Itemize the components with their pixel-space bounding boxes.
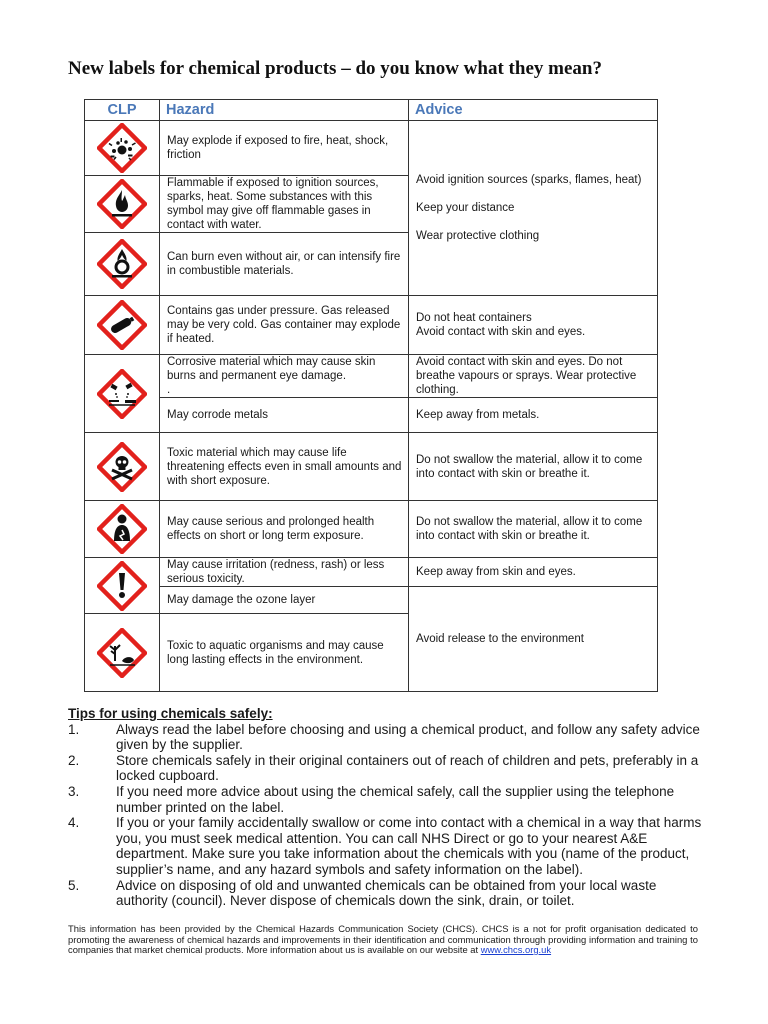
list-item (68, 784, 708, 815)
advice-cell-gas (409, 296, 658, 355)
hazard-cell: May cause irritation (redness, rash) or less serious toxicity. (160, 558, 409, 587)
list-item (68, 753, 708, 784)
advice-cell: Do not swallow the material, allow it to come into contact with skin or breathe it. (409, 501, 658, 558)
list-number: 5. (68, 877, 80, 893)
advice-cell: Keep away from skin and eyes. (409, 558, 658, 587)
website-link[interactable]: www.chcs.org.uk (480, 944, 552, 955)
toxic-skull-pictogram-icon (85, 433, 160, 501)
footer-note (68, 924, 698, 956)
hazard-cell: May corrode metals (160, 398, 409, 433)
hazard-cell: Flammable if exposed to ignition sources, sparks, heat. Some substances with this symbol may give off flammable gases in contact with water. (160, 176, 409, 233)
table-row (85, 433, 658, 501)
hazard-cell: Toxic to aquatic organisms and may cause long lasting effects in the environment. (160, 614, 409, 692)
environment-pictogram-icon (85, 614, 160, 692)
hazard-cell: Contains gas under pressure. Gas released may be very cold. Gas container may explode if heated. (160, 296, 409, 355)
health-hazard-pictogram-icon (85, 501, 160, 558)
table-row (85, 355, 658, 398)
advice-line: Wear protective clothing (416, 230, 540, 242)
hazard-cell: May explode if exposed to fire, heat, shock, friction (160, 121, 409, 176)
table-row (85, 501, 658, 558)
hazard-line: Corrosive material which may cause skin burns and permanent eye damage. (167, 356, 376, 382)
advice-line: Avoid ignition sources (sparks, flames, heat) (416, 174, 642, 186)
flammable-pictogram-icon (85, 176, 160, 233)
advice-cell-fire (409, 121, 658, 296)
hazard-cell: Can burn even without air, or can intensify fire in combustible materials. (160, 233, 409, 296)
advice-cell: Keep away from metals. (409, 398, 658, 433)
list-number: 1. (68, 721, 80, 737)
advice-cell: Do not swallow the material, allow it to come into contact with skin or breathe it. (409, 433, 658, 501)
gas-cylinder-pictogram-icon (85, 296, 160, 355)
advice-line: Avoid contact with skin and eyes. (416, 326, 586, 338)
clp-column-header: CLP (85, 100, 160, 121)
tips-title: Tips for using chemicals safely: (68, 706, 273, 721)
advice-cell: Avoid release to the environment (409, 587, 658, 692)
list-item (68, 722, 708, 753)
clp-hazard-table (84, 99, 658, 692)
advice-line: Do not heat containers (416, 312, 532, 324)
table-row (85, 398, 658, 433)
hazard-cell: Toxic material which may cause life threatening effects even in small amounts and with short exposure. (160, 433, 409, 501)
footer-text: This information has been provided by the Chemical Hazards Communication Society (CHCS). CHCS is a not for profit organisation dedicated to promoting the awareness of chemical hazards and improvements in their identification and communication through providing information and training to companies that market chemical products. More information about us is available on our website at (68, 923, 698, 955)
table-row (85, 296, 658, 355)
list-number: 3. (68, 783, 80, 799)
table-header-row (85, 100, 658, 121)
hazard-cell: May damage the ozone layer (160, 587, 409, 614)
list-item (68, 815, 708, 877)
list-number: 4. (68, 815, 80, 831)
advice-column-header: Advice (409, 100, 658, 121)
table-row (85, 121, 658, 176)
corrosive-pictogram-icon (85, 355, 160, 433)
list-text: If you or your family accidentally swallow or come into contact with a chemical in a way that harms you, you must seek medical attention. You can call NHS Direct or go to your nearest A&E department. Make sure you take information about the chemicals with you (name of the product, supplier’s name, and any hazard symbols and safety information on the label). (116, 815, 702, 877)
oxidising-pictogram-icon (85, 233, 160, 296)
list-text: Advice on disposing of old and unwanted chemicals can be obtained from your local waste authority (council). Never dispose of chemicals down the sink, drain, or toilet. (116, 877, 657, 909)
table-row (85, 587, 658, 614)
list-text: Store chemicals safely in their original containers out of reach of children and pets, preferably in a locked cupboard. (116, 752, 699, 784)
list-number: 2. (68, 752, 80, 768)
hazard-column-header: Hazard (160, 100, 409, 121)
hazard-cell (160, 355, 409, 398)
table-row (85, 558, 658, 587)
advice-line: Keep your distance (416, 202, 515, 214)
list-text: If you need more advice about using the chemical safely, call the supplier using the telephone number printed on the label. (116, 783, 675, 815)
hazard-cell: May cause serious and prolonged health effects on short or long term exposure. (160, 501, 409, 558)
list-item (68, 878, 708, 909)
exclamation-mark-pictogram-icon (85, 558, 160, 614)
page-title: New labels for chemical products – do you know what they mean? (68, 58, 602, 79)
list-text: Always read the label before choosing and using a chemical product, and follow any safety advice given by the supplier. (116, 721, 700, 753)
advice-cell: Avoid contact with skin and eyes. Do not breathe vapours or sprays. Wear protective clothing. (409, 355, 658, 398)
hazard-line: . (167, 384, 171, 396)
safety-tips (68, 706, 708, 909)
explosive-pictogram-icon (85, 121, 160, 176)
